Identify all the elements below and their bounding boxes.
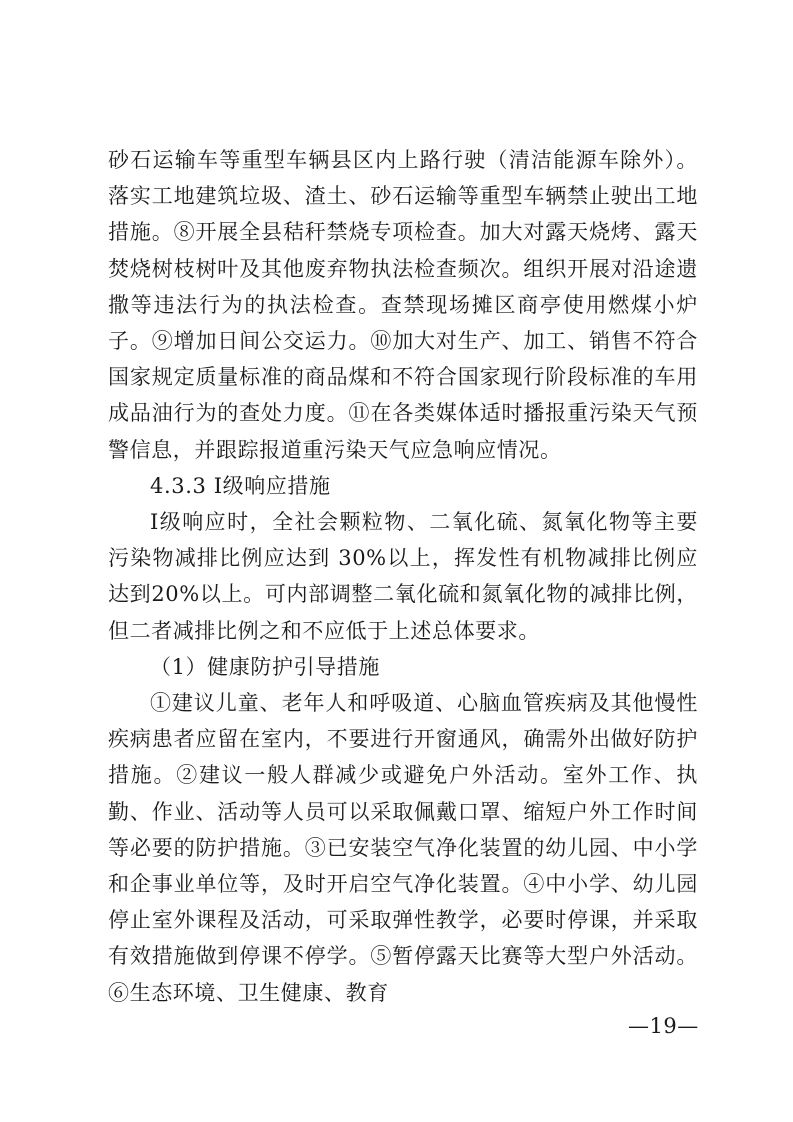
subsection-heading-health-protection: （1）健康防护引导措施 xyxy=(150,654,380,679)
body-text xyxy=(108,142,698,1011)
paragraph-measures-continued: 砂石运输车等重型车辆县区内上路行驶（清洁能源车除外）。落实工地建筑垃圾、渣土、砂石运输等重型车辆禁止驶出工地措施。⑧开展全县秸秆禁烧专项检查。加大对露天烧烤、露天焚烧树枝树叶及其他废弃物执法检查频次。组织开展对沿途遗撒等违法行为的执法检查。查禁现场摊区商亭使用燃煤小炉子。⑨增加日间公交运力。⑩加大对生产、加工、销售不符合国家规定质量标准的商品煤和不符合国家现行阶段标准的车用成品油行为的查处力度。⑪在各类媒体适时播报重污染天气预警信息，并跟踪报道重污染天气应急响应情况。 xyxy=(108,148,698,462)
paragraph-emission-reduction: I级响应时，全社会颗粒物、二氧化硫、氮氧化物等主要污染物减排比例应达到 30%以上，挥发性有机物减排比例应达到20%以上。可内部调整二氧化硫和氮氧化物的减排比例，但二者减排比例之和不应低于上述总体要求。 xyxy=(108,510,698,643)
section-heading-level-1-response: 4.3.3 I级响应措施 xyxy=(150,473,331,498)
page-number: —19— xyxy=(628,1014,699,1038)
paragraph-health-measures: ①建议儿童、老年人和呼吸道、心脑血管疾病及其他慢性疾病患者应留在室内，不要进行开窗通风，确需外出做好防护措施。②建议一般人群减少或避免户外活动。室外工作、执勤、作业、活动等人员可以采取佩戴口罩、缩短户外工作时间等必要的防护措施。③已安装空气净化装置的幼儿园、中小学和企事业单位等，及时开启空气净化装置。④中小学、幼儿园停止室外课程及活动，可采取弹性教学，必要时停课，并采取有效措施做到停课不停学。⑤暂停露天比赛等大型户外活动。 ⑥生态环境、卫生健康、教育 xyxy=(108,691,698,1005)
